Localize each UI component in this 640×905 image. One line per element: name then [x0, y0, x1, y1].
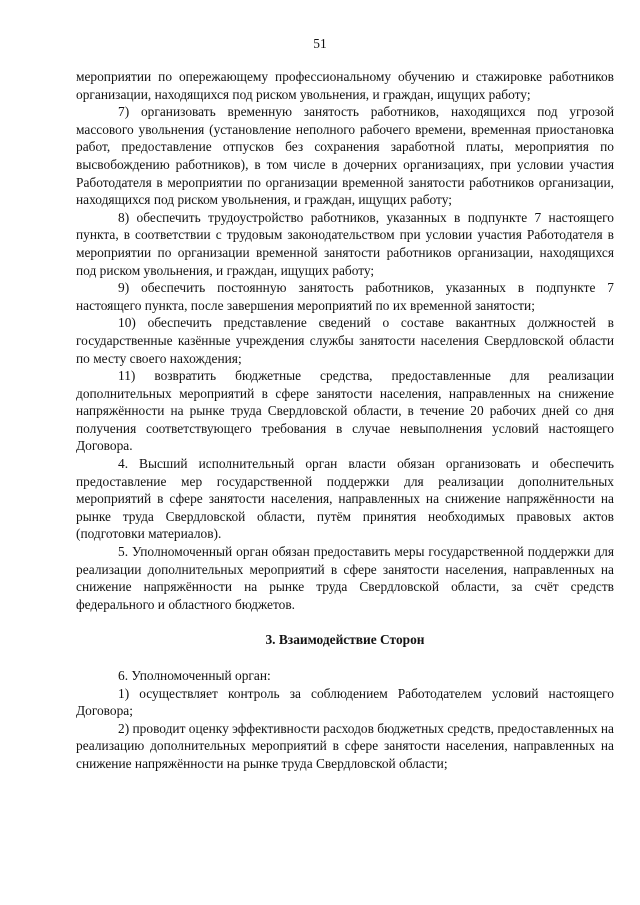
paragraph-item-8: 8) обеспечить трудоустройство работников, указанных в подпункте 7 настоящего пункта, в соответствии с трудовым законодательством при условии участия Работодателя в мероприятии по организации временной занятости работников организации, находящихся под риском увольнения, и граждан, ищущих работу;	[76, 209, 614, 278]
paragraph-item-7: 7) организовать временную занятость работников, находящихся под угрозой массового увольнения (установление неполного рабочего времени, временная приостановка работ, предоставление отпусков без сохранения заработной платы, мероприятия по высвобождению работников), в том числе в дочерних организациях, при условии участия Работодателя в мероприятии по организации временной занятости работников организации, находящихся под риском увольнения, и граждан, ищущих работу;	[76, 104, 614, 208]
paragraph-item-11: 11) возвратить бюджетные средства, предоставленные для реализации дополнительных мероприятий в сфере занятости населения, направленных на снижение напряжённости на рынке труда Свердловской области, в течение 20 рабочих дней со дня получения соответствующего требования в случае невыполнения условий настоящего Договора.	[76, 368, 614, 454]
paragraph-item-10: 10) обеспечить представление сведений о составе вакантных должностей в государственные казённые учреждения службы занятости населения Свердловской области по месту своего нахождения;	[76, 315, 614, 366]
document-body	[76, 68, 614, 773]
paragraph-clause-6: 6. Уполномоченный орган:	[118, 668, 271, 683]
paragraph-continuation: мероприятии по опережающему профессиональному обучению и стажировке работников организации, находящихся под риском увольнения, и граждан, ищущих работу;	[76, 69, 614, 102]
paragraph-clause-6-item-2: 2) проводит оценку эффективности расходов бюджетных средств, предоставленных на реализацию дополнительных мероприятий в сфере занятости населения, направленных на снижение напряжённости на рынке труда Свердловской области;	[76, 720, 614, 771]
paragraph-clause-5: 5. Уполномоченный орган обязан предоставить меры государственной поддержки для реализации дополнительных мероприятий в сфере занятости населения, направленных на снижение напряжённости на рынке труда Свердловской области, за счёт средств федерального и областного бюджетов.	[76, 544, 614, 612]
paragraph-clause-6-item-1: 1) осуществляет контроль за соблюдением Работодателем условий настоящего Договора;	[76, 685, 614, 719]
paragraph-clause-4: 4. Высший исполнительный орган власти обязан организовать и обеспечить предоставление мер государственной поддержки для реализации дополнительных мероприятий в сфере занятости населения, направленных на снижение напряжённости на рынке труда Свердловской области, путём принятия необходимых правовых актов (подготовки материалов).	[76, 456, 614, 542]
section-heading: 3. Взаимодействие Сторон	[265, 632, 425, 648]
paragraph-item-9: 9) обеспечить постоянную занятость работников, указанных в подпункте 7 настоящего пункта, после завершения мероприятий по их временной занятости;	[76, 280, 614, 313]
page-number: 51	[313, 36, 327, 51]
